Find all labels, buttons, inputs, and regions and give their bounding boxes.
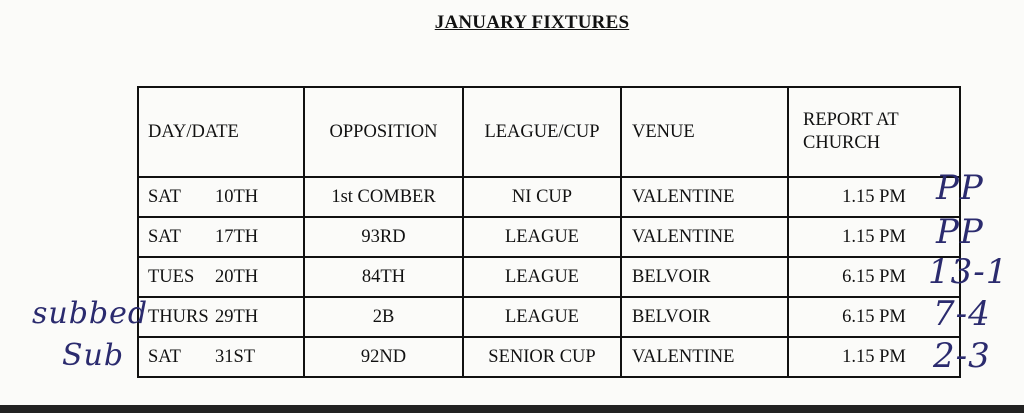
cell-opposition: 2B	[304, 297, 463, 337]
cell-report: 6.15 PM	[788, 257, 960, 297]
cell-day: TUES	[148, 266, 195, 287]
handwritten-result: 2-3	[933, 336, 991, 376]
cell-league: LEAGUE	[463, 257, 621, 297]
cell-date-num: 10TH	[215, 186, 259, 207]
cell-opposition: 1st COMBER	[304, 177, 463, 217]
cell-report: 6.15 PM	[788, 297, 960, 337]
header-report	[788, 87, 960, 177]
cell-day: THURS	[148, 306, 209, 327]
cell-date	[138, 297, 304, 337]
cell-league: SENIOR CUP	[463, 337, 621, 377]
header-row	[138, 87, 960, 177]
cell-opposition: 93RD	[304, 217, 463, 257]
table-row	[138, 177, 960, 217]
header-league: LEAGUE/CUP	[463, 87, 621, 177]
handwritten-result: 13-1	[928, 252, 1009, 292]
cell-date-num: 31ST	[215, 346, 256, 367]
cell-date	[138, 177, 304, 217]
cell-league: NI CUP	[463, 177, 621, 217]
cell-opposition: 84TH	[304, 257, 463, 297]
header-opposition: OPPOSITION	[304, 87, 463, 177]
cell-report: 1.15 PM	[788, 177, 960, 217]
page-edge-shadow	[0, 405, 1024, 413]
cell-opposition: 92ND	[304, 337, 463, 377]
handwritten-result: PP	[936, 168, 984, 208]
handwritten-result: PP	[936, 212, 984, 252]
cell-day: SAT	[148, 346, 181, 367]
cell-venue: BELVOIR	[621, 257, 788, 297]
cell-report: 1.15 PM	[788, 337, 960, 377]
table-row	[138, 297, 960, 337]
cell-venue: VALENTINE	[621, 337, 788, 377]
header-date: DAY/DATE	[138, 87, 304, 177]
table-row	[138, 217, 960, 257]
cell-venue: VALENTINE	[621, 177, 788, 217]
cell-date-num: 17TH	[215, 226, 259, 247]
cell-day: SAT	[148, 226, 181, 247]
page-title: JANUARY FIXTURES	[434, 12, 630, 33]
header-venue: VENUE	[621, 87, 788, 177]
cell-venue: VALENTINE	[621, 217, 788, 257]
handwritten-result: 7-4	[933, 294, 991, 334]
cell-league: LEAGUE	[463, 297, 621, 337]
handwritten-note: Sub	[62, 338, 125, 373]
cell-date-num: 20TH	[215, 266, 259, 287]
handwritten-note: subbed	[32, 296, 149, 331]
cell-venue: BELVOIR	[621, 297, 788, 337]
cell-date	[138, 217, 304, 257]
cell-report: 1.15 PM	[788, 217, 960, 257]
cell-date-num: 29TH	[215, 306, 259, 327]
cell-date	[138, 257, 304, 297]
table-row	[138, 257, 960, 297]
cell-league: LEAGUE	[463, 217, 621, 257]
cell-day: SAT	[148, 186, 181, 207]
table-row	[138, 337, 960, 377]
cell-date	[138, 337, 304, 377]
header-report-text: REPORT AT CHURCH	[803, 110, 899, 153]
fixtures-table	[137, 86, 961, 378]
